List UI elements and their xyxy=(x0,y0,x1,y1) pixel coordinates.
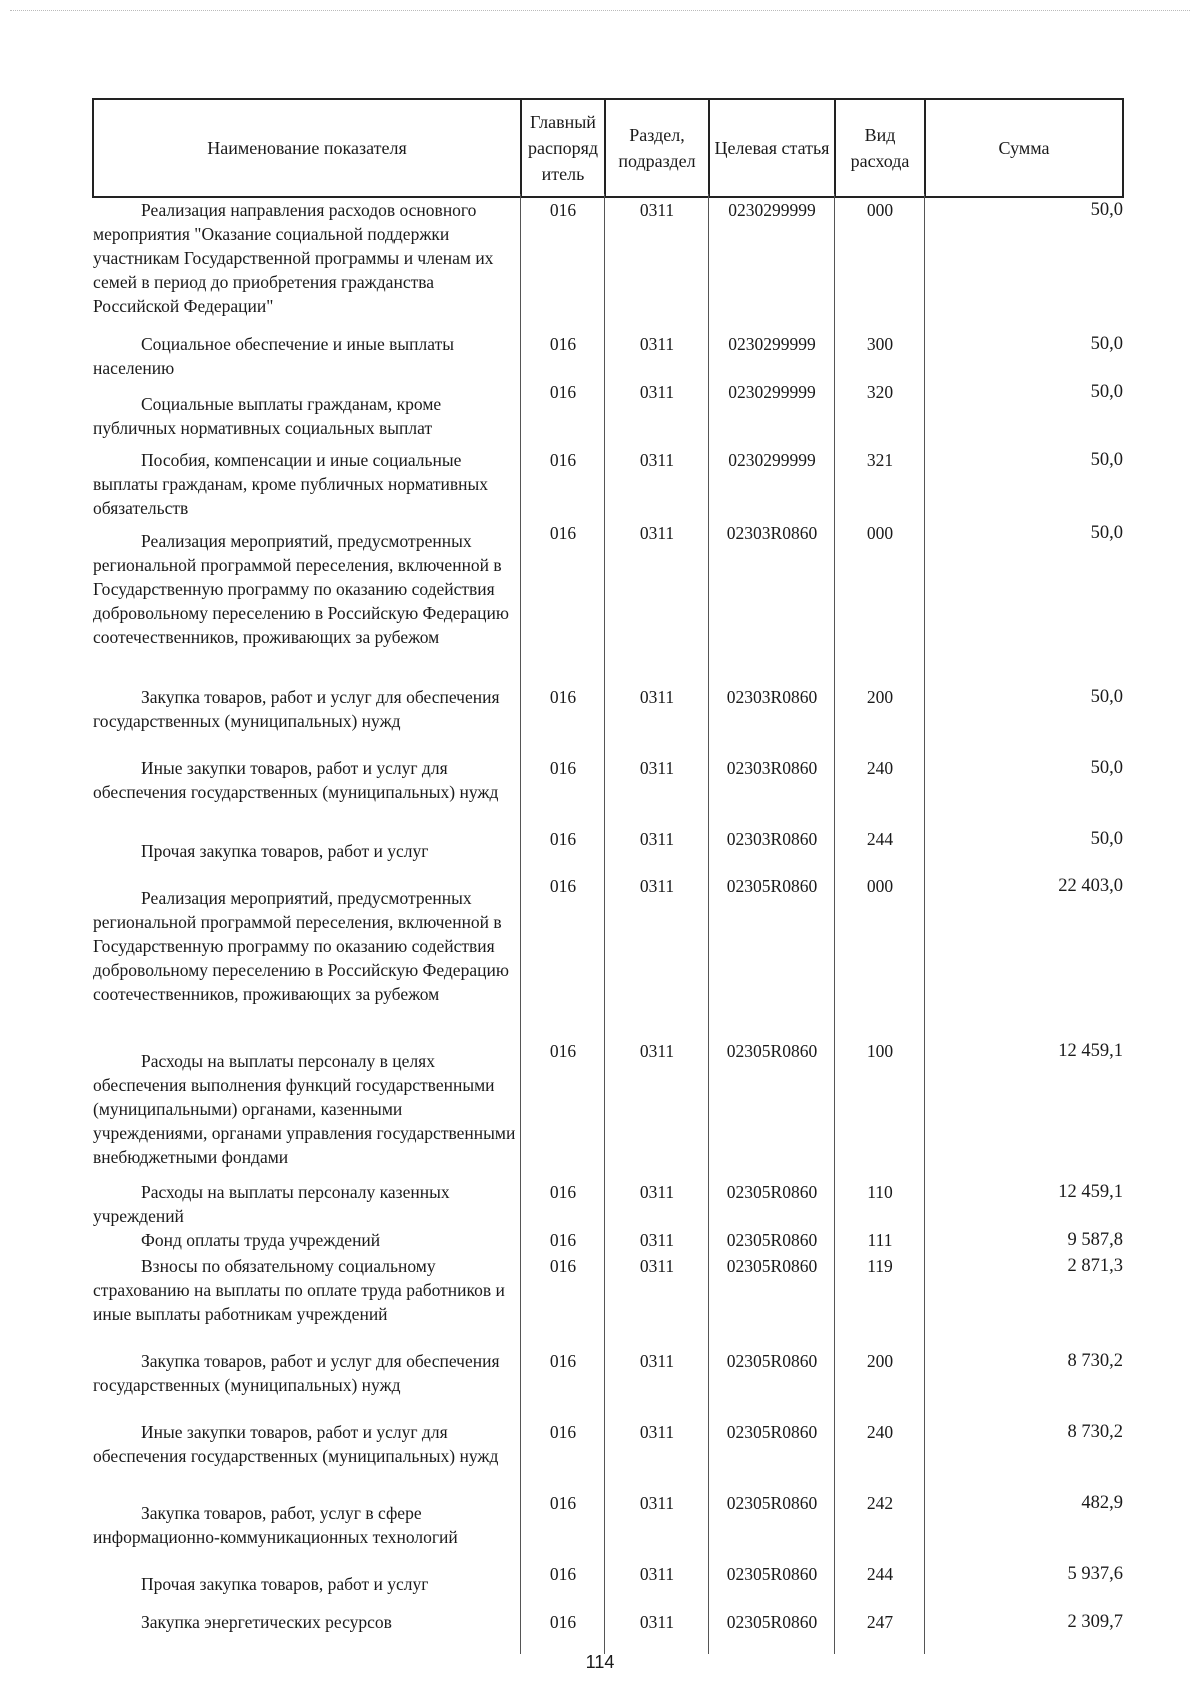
cell-sum: 5 937,6 xyxy=(1067,1564,1123,1584)
cell-sum: 12 459,1 xyxy=(1058,1041,1123,1061)
cell-type: 320 xyxy=(866,382,894,402)
header-target: Целевая статья xyxy=(709,99,835,197)
cell-type: 300 xyxy=(866,334,894,354)
cell-type: 240 xyxy=(866,1422,894,1442)
cell-name: Реализация направления расходов основного мероприятия "Оказание социальной поддержки участникам Государственной программы и членам их семей в период до приобретения гражданства Российской Федерации" xyxy=(93,200,494,316)
cell-name: Реализация мероприятий, предусмотренных региональной программой переселения, включенной в Государственную программу по оказанию содействия добровольному переселению в Российскую Федерацию соотечественников, проживающих за рубежом xyxy=(93,888,509,1004)
cell-name: Иные закупки товаров, работ и услуг для обеспечения государственных (муниципальных) нужд xyxy=(93,758,499,802)
cell-target: 02305R0860 xyxy=(726,1493,818,1513)
cell-section: 0311 xyxy=(639,1230,675,1250)
cell-section: 0311 xyxy=(639,200,675,220)
cell-name: Прочая закупка товаров, работ и услуг xyxy=(141,841,429,861)
table-row xyxy=(93,685,1123,756)
table-row xyxy=(93,380,1123,448)
cell-name: Фонд оплаты труда учреждений xyxy=(141,1230,381,1250)
table-row xyxy=(93,521,1123,685)
cell-grbs: 016 xyxy=(549,382,577,402)
table-row xyxy=(93,1039,1123,1180)
header-section: Раздел, подраздел xyxy=(605,99,709,197)
header-name: Наименование показателя xyxy=(93,99,521,197)
cell-target: 02305R0860 xyxy=(726,1041,818,1061)
cell-type: 000 xyxy=(866,523,894,543)
cell-grbs: 016 xyxy=(549,1612,577,1632)
cell-type: 240 xyxy=(866,758,894,778)
cell-target: 02303R0860 xyxy=(726,758,818,778)
cell-grbs: 016 xyxy=(549,1230,577,1250)
cell-sum: 22 403,0 xyxy=(1058,876,1123,896)
cell-target: 02303R0860 xyxy=(726,523,818,543)
cell-type: 244 xyxy=(866,1564,894,1584)
cell-grbs: 016 xyxy=(549,758,577,778)
cell-name: Социальные выплаты гражданам, кроме публичных нормативных социальных выплат xyxy=(93,394,442,438)
cell-type: 000 xyxy=(866,200,894,220)
cell-target: 02305R0860 xyxy=(726,1422,818,1442)
cell-target: 0230299999 xyxy=(728,382,816,402)
cell-target: 02305R0860 xyxy=(726,1182,818,1202)
cell-type: 244 xyxy=(866,829,894,849)
cell-sum: 50,0 xyxy=(1090,829,1123,849)
cell-section: 0311 xyxy=(639,450,675,470)
cell-type: 000 xyxy=(866,876,894,896)
top-dotted-rule xyxy=(10,10,1190,11)
table-row xyxy=(93,1420,1123,1491)
cell-sum: 50,0 xyxy=(1090,450,1123,470)
document-page xyxy=(92,98,1122,1644)
table-row xyxy=(93,197,1123,332)
cell-target: 02305R0860 xyxy=(726,1230,818,1250)
cell-target: 02305R0860 xyxy=(726,1564,818,1584)
cell-section: 0311 xyxy=(639,1564,675,1584)
column-rule xyxy=(708,194,709,1654)
cell-target: 02305R0860 xyxy=(726,1612,818,1632)
table-row xyxy=(93,874,1123,1039)
cell-name: Прочая закупка товаров, работ и услуг xyxy=(141,1574,429,1594)
cell-target: 02303R0860 xyxy=(726,687,818,707)
cell-sum: 8 730,2 xyxy=(1067,1351,1123,1371)
cell-sum: 50,0 xyxy=(1090,758,1123,778)
table-body xyxy=(93,197,1123,1644)
cell-grbs: 016 xyxy=(549,687,577,707)
header-sum: Сумма xyxy=(925,99,1123,197)
cell-sum: 482,9 xyxy=(1081,1493,1123,1513)
cell-type: 119 xyxy=(867,1256,893,1276)
cell-grbs: 016 xyxy=(549,450,577,470)
cell-name: Иные закупки товаров, работ и услуг для обеспечения государственных (муниципальных) нужд xyxy=(93,1422,499,1466)
cell-sum: 8 730,2 xyxy=(1067,1422,1123,1442)
cell-name: Расходы на выплаты персоналу казенных учреждений xyxy=(93,1182,450,1226)
cell-target: 02305R0860 xyxy=(726,876,818,896)
cell-target: 02305R0860 xyxy=(726,1351,818,1371)
cell-type: 200 xyxy=(866,687,894,707)
column-rule xyxy=(604,194,605,1654)
cell-type: 110 xyxy=(867,1182,893,1202)
cell-target: 0230299999 xyxy=(728,200,816,220)
table-row xyxy=(93,448,1123,521)
cell-grbs: 016 xyxy=(549,1351,577,1371)
cell-sum: 50,0 xyxy=(1090,334,1123,354)
cell-section: 0311 xyxy=(639,1612,675,1632)
cell-grbs: 016 xyxy=(549,1564,577,1584)
cell-name: Социальное обеспечение и иные выплаты населению xyxy=(93,334,455,378)
cell-grbs: 016 xyxy=(549,200,577,220)
cell-grbs: 016 xyxy=(549,334,577,354)
cell-target: 02303R0860 xyxy=(726,829,818,849)
cell-section: 0311 xyxy=(639,829,675,849)
cell-sum: 2 309,7 xyxy=(1067,1612,1123,1632)
table-row xyxy=(93,332,1123,380)
cell-type: 247 xyxy=(866,1612,894,1632)
cell-name: Закупка товаров, работ и услуг для обеспечения государственных (муниципальных) нужд xyxy=(93,1351,500,1395)
table-row xyxy=(93,1610,1123,1644)
cell-section: 0311 xyxy=(639,1493,675,1513)
cell-section: 0311 xyxy=(639,1182,675,1202)
cell-grbs: 016 xyxy=(549,1041,577,1061)
cell-type: 100 xyxy=(866,1041,894,1061)
cell-section: 0311 xyxy=(639,876,675,896)
cell-section: 0311 xyxy=(639,523,675,543)
cell-sum: 50,0 xyxy=(1090,523,1123,543)
table-row xyxy=(93,1228,1123,1254)
cell-section: 0311 xyxy=(639,382,675,402)
cell-grbs: 016 xyxy=(549,1182,577,1202)
table-row xyxy=(93,1349,1123,1420)
cell-name: Расходы на выплаты персоналу в целях обеспечения выполнения функций государственными (муниципальными) органами, казенными учреждениями, органами управления государственными внебюджетными фондами xyxy=(93,1051,516,1167)
table-row xyxy=(93,1562,1123,1610)
cell-type: 321 xyxy=(866,450,894,470)
cell-type: 200 xyxy=(866,1351,894,1371)
cell-section: 0311 xyxy=(639,758,675,778)
cell-section: 0311 xyxy=(639,1422,675,1442)
cell-name: Закупка товаров, работ и услуг для обеспечения государственных (муниципальных) нужд xyxy=(93,687,500,731)
cell-grbs: 016 xyxy=(549,1493,577,1513)
column-rule xyxy=(924,194,925,1654)
column-rule xyxy=(520,194,521,1654)
page-number: 114 xyxy=(585,1652,615,1672)
cell-target: 0230299999 xyxy=(728,334,816,354)
table-row xyxy=(93,1180,1123,1228)
table-row xyxy=(93,827,1123,874)
budget-table xyxy=(92,98,1124,1644)
cell-name: Пособия, компенсации и иные социальные выплаты гражданам, кроме публичных нормативных обязательств xyxy=(93,450,489,518)
cell-section: 0311 xyxy=(639,1351,675,1371)
cell-grbs: 016 xyxy=(549,829,577,849)
table-row xyxy=(93,1254,1123,1349)
cell-section: 0311 xyxy=(639,1041,675,1061)
cell-type: 242 xyxy=(866,1493,894,1513)
cell-section: 0311 xyxy=(639,334,675,354)
table-row xyxy=(93,756,1123,827)
cell-sum: 50,0 xyxy=(1090,200,1123,220)
cell-name: Взносы по обязательному социальному страхованию на выплаты по оплате труда работников и иные выплаты работникам учреждений xyxy=(93,1256,505,1324)
cell-grbs: 016 xyxy=(549,523,577,543)
cell-sum: 12 459,1 xyxy=(1058,1182,1123,1202)
column-rule xyxy=(834,194,835,1654)
cell-name: Реализация мероприятий, предусмотренных региональной программой переселения, включенной в Государственную программу по оказанию содействия добровольному переселению в Российскую Федерацию соотечественников, проживающих за рубежом xyxy=(93,531,509,647)
cell-target: 0230299999 xyxy=(728,450,816,470)
cell-target: 02305R0860 xyxy=(726,1256,818,1276)
cell-section: 0311 xyxy=(639,687,675,707)
cell-grbs: 016 xyxy=(549,1422,577,1442)
table-row xyxy=(93,1491,1123,1562)
cell-name: Закупка товаров, работ, услуг в сфере информационно-коммуникационных технологий xyxy=(93,1503,458,1547)
header-grbs: Главный распоряд итель xyxy=(521,99,605,197)
cell-sum: 2 871,3 xyxy=(1067,1256,1123,1276)
cell-sum: 50,0 xyxy=(1090,382,1123,402)
table-header-row xyxy=(93,99,1123,197)
cell-type: 111 xyxy=(867,1230,893,1250)
cell-sum: 50,0 xyxy=(1090,687,1123,707)
header-type: Вид расхода xyxy=(835,99,925,197)
cell-grbs: 016 xyxy=(549,876,577,896)
cell-grbs: 016 xyxy=(549,1256,577,1276)
cell-section: 0311 xyxy=(639,1256,675,1276)
cell-sum: 9 587,8 xyxy=(1067,1230,1123,1250)
cell-name: Закупка энергетических ресурсов xyxy=(141,1612,392,1632)
